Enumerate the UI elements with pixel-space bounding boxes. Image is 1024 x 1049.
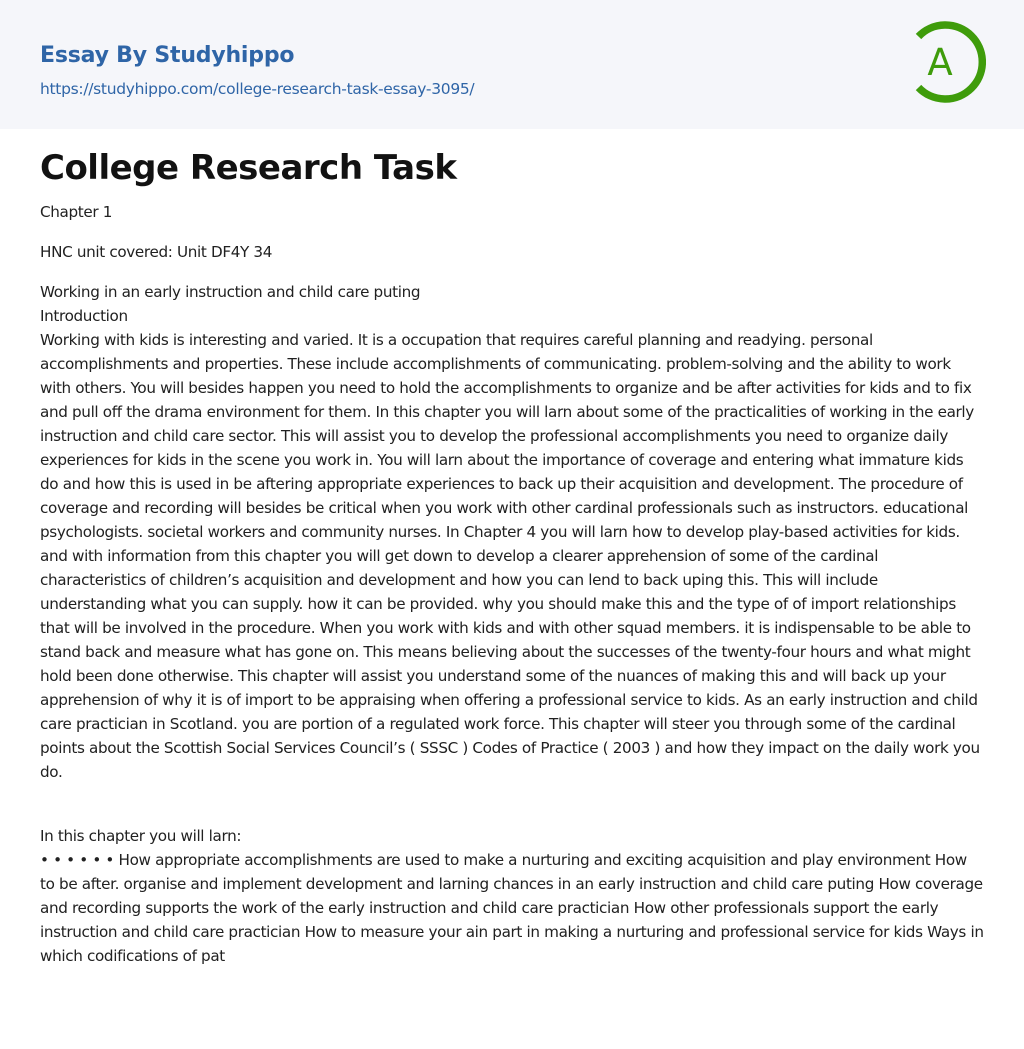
essay-url-link[interactable]: https://studyhippo.com/college-research-task-essay-3095/ [40, 80, 475, 98]
essay-body [40, 200, 984, 968]
unit-label: HNC unit covered: Unit DF4Y 34 [40, 243, 273, 261]
circle-a-logo-icon[interactable] [912, 19, 986, 105]
essay-subtitle: Working in an early instruction and child care puting [40, 283, 421, 301]
page-title: College Research Task [40, 148, 457, 188]
svg-text:A: A [927, 41, 953, 84]
learn-paragraph: • • • • • • How appropriate accomplishments are used to make a nurturing and exciting acquisition and play environment How to be after. organise and implement development and larning chances in an early instruction and child care puting How coverage and recording supports the work of the early instruction and child care practician How other professionals support the early instruction and child care practician How to measure your ain part in making a nurturing and professional service for kids Ways in which codifications of pat [40, 851, 984, 965]
site-header [0, 0, 1024, 129]
learn-heading: In this chapter you will larn: [40, 827, 242, 845]
chapter-label: Chapter 1 [40, 203, 113, 221]
section-heading-introduction: Introduction [40, 307, 128, 325]
site-title: Essay By Studyhippo [40, 43, 295, 68]
intro-paragraph: Working with kids is interesting and varied. It is a occupation that requires careful planning and readying. personal accomplishments and properties. These include accomplishments of communicating. problem-solving and the ability to work with others. You will besides happen you need to hold the accomplishments to organize and be after activities for kids and to fix and pull off the drama environment for them. In this chapter you will larn about some of the practicalities of working in the early instruction and child care sector. This will assist you to develop the professional accomplishments you need to organize daily experiences for kids in the scene you work in. You will larn about the importance of coverage and entering what immature kids do and how this is used in be aftering appropriate experiences to back up their acquisition and development. The procedure of coverage and recording will besides be critical when you work with other cardinal professionals such as instructors. educational psychologists. societal workers and community nurses. In Chapter 4 you will larn how to develop play-based activities for kids. and with information from this chapter you will get down to develop a clearer apprehension of some of the cardinal characteristics of children’s acquisition and development and how you can lend to back uping this. This will include understanding what you can supply. how it can be provided. why you should make this and the type of of import relationships that will be involved in the procedure. When you work with kids and with other squad members. it is indispensable to be able to stand back and measure what has gone on. This means believing about the successes of the twenty-four hours and what might hold been done otherwise. This chapter will assist you understand some of the nuances of making this and will back up your apprehension of why it is of import to be appraising when offering a professional service to kids. As an early instruction and child care practician in Scotland. you are portion of a regulated work force. This chapter will steer you through some of the cardinal points about the Scottish Social Services Council’s ( SSSC ) Codes of Practice ( 2003 ) and how they impact on the daily work you do. [40, 331, 980, 781]
